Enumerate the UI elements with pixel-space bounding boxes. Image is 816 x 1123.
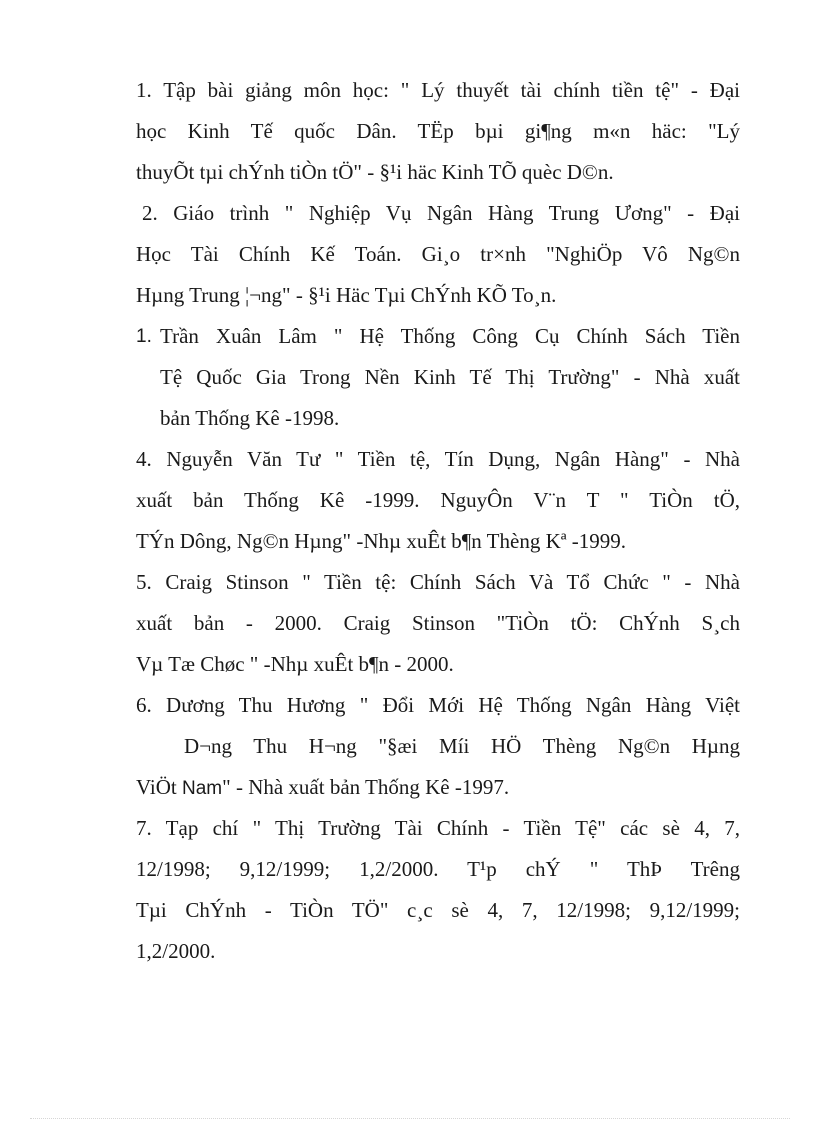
reference-entry (136, 685, 740, 808)
reference-entry (136, 193, 740, 316)
text-line: 12/1998; 9,12/1999; 1,2/2000. T¹p chÝ " ThÞ Trêng (136, 857, 740, 881)
text-line: 5. Craig Stinson " Tiền tệ: Chính Sách Và Tổ Chức " - Nhà (136, 570, 740, 594)
reference-entry (136, 70, 740, 193)
reference-entry (136, 316, 740, 439)
reference-entry (136, 439, 740, 562)
text-line: xuất bản - 2000. Craig Stinson "TiÒn tÖ: ChÝnh S¸ch (136, 611, 740, 635)
text-line: Học Tài Chính Kế Toán. Gi¸o tr×nh "NghiÖp Vô Ng©n (136, 242, 740, 266)
text-line: Tệ Quốc Gia Trong Nền Kinh Tế Thị Trường" - Nhà xuất (160, 365, 740, 389)
text-line: 6. Dương Thu Hương " Đổi Mới Hệ Thống Ngân Hàng Việt (136, 693, 740, 717)
text-line: 1. Tập bài giảng môn học: " Lý thuyết tài chính tiền tệ" - Đại (136, 78, 740, 102)
reference-body (160, 316, 740, 439)
text-fragment: Nam (182, 778, 223, 799)
text-line: 7. Tạp chí " Thị Trường Tài Chính - Tiền Tệ" các sè 4, 7, (136, 816, 740, 840)
text-fragment: ViÖt (136, 775, 177, 799)
text-fragment: " - Nhà xuất bản Thống Kê -1997. (222, 775, 510, 799)
list-number: 1. (136, 326, 152, 347)
page-bottom-rule (30, 1118, 790, 1119)
reference-entry (136, 562, 740, 685)
text-line: 4. Nguyễn Văn Tư " Tiền tệ, Tín Dụng, Ngân Hàng" - Nhà (136, 447, 740, 471)
reference-entry (136, 808, 740, 972)
reference-list (136, 70, 740, 972)
text-line: 2. Giáo trình " Nghiệp Vụ Ngân Hàng Trung Ương" - Đại (142, 201, 740, 225)
text-line: bản Thống Kê -1998. (160, 406, 340, 430)
text-line: D¬ng Thu H¬ng "§æi Míi HÖ Thèng Ng©n Hµng (184, 734, 740, 758)
text-line: Tµi ChÝnh - TiÒn TÖ" c¸c sè 4, 7, 12/1998; 9,12/1999; (136, 898, 740, 922)
list-marker (136, 316, 160, 439)
text-line: học Kinh Tế quốc Dân. TËp bµi gi¶ng m«n häc: "Lý (136, 119, 740, 143)
text-line: Vµ Tæ Chøc " -Nhµ xuÊt b¶n - 2000. (136, 652, 454, 676)
text-line: xuất bản Thống Kê -1999. NguyÔn V¨n T " TiÒn tÖ, (136, 488, 740, 512)
text-line (136, 767, 740, 808)
text-line: 1,2/2000. (136, 939, 216, 963)
text-line: Trần Xuân Lâm " Hệ Thống Công Cụ Chính Sách Tiền (160, 324, 740, 348)
text-line: thuyÕt tµi chÝnh tiÒn tÖ" - §¹i häc Kinh TÕ quèc D©n. (136, 160, 614, 184)
text-line: TÝn Dông, Ng©n Hµng" -Nhµ xuÊt b¶n Thèng Kª -1999. (136, 529, 627, 553)
text-line: Hµng Trung ¦¬ng" - §¹i Häc Tµi ChÝnh KÕ To¸n. (136, 283, 557, 307)
